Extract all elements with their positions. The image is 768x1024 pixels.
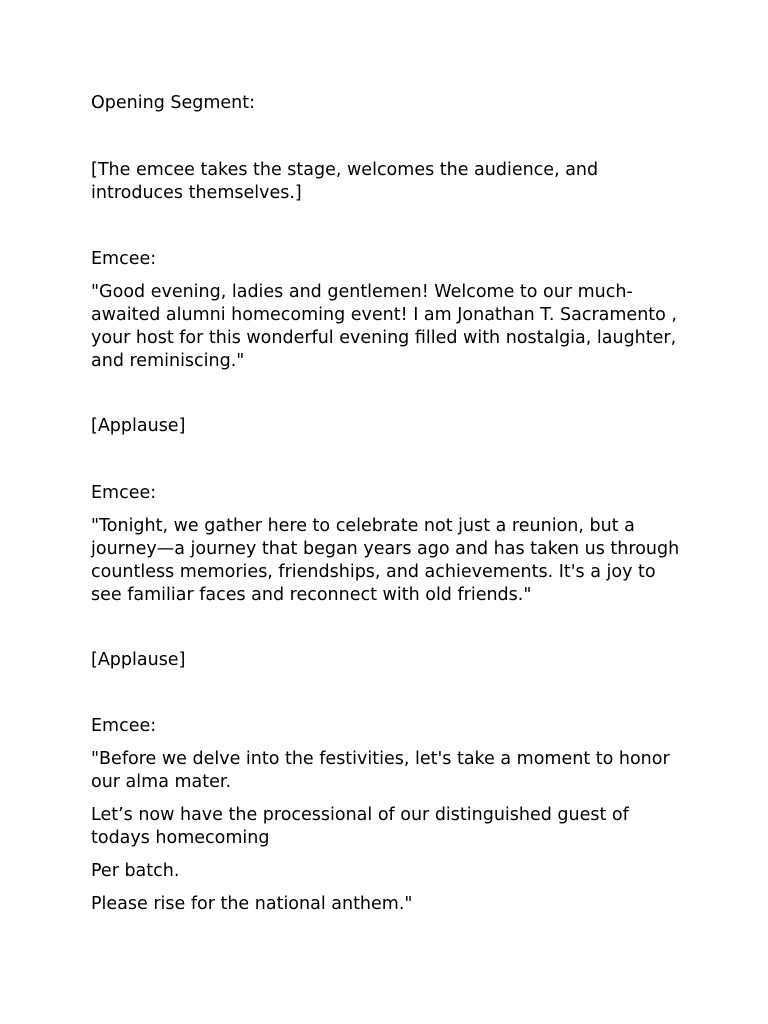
applause-cue: [Applause] [91, 416, 186, 436]
speaker-label: Emcee: [91, 483, 157, 503]
emcee-speech: Please rise for the national anthem." [91, 894, 413, 914]
emcee-speech: Let’s now have the processional of our distinguished guest of todays homecoming [91, 805, 635, 848]
applause-cue: [Applause] [91, 650, 186, 670]
speaker-label: Emcee: [91, 716, 157, 736]
emcee-speech: "Good evening, ladies and gentlemen! Welcome to our much-awaited alumni homecoming event! I am Jonathan T. Sacramento , your host for this wonderful evening filled with nostalgia, laughter, and reminiscing." [91, 282, 683, 371]
emcee-speech: Per batch. [91, 861, 180, 881]
speaker-label: Emcee: [91, 249, 157, 269]
segment-heading: Opening Segment: [91, 93, 256, 113]
emcee-speech: "Before we delve into the festivities, let's take a moment to honor our alma mater. [91, 749, 676, 792]
emcee-speech: "Tonight, we gather here to celebrate not just a reunion, but a journey—a journey that began years ago and has taken us through countless memories, friendships, and achievements. It's a joy to see familiar faces and reconnect with old friends." [91, 516, 685, 605]
stage-direction: [The emcee takes the stage, welcomes the audience, and introduces themselves.] [91, 160, 604, 203]
